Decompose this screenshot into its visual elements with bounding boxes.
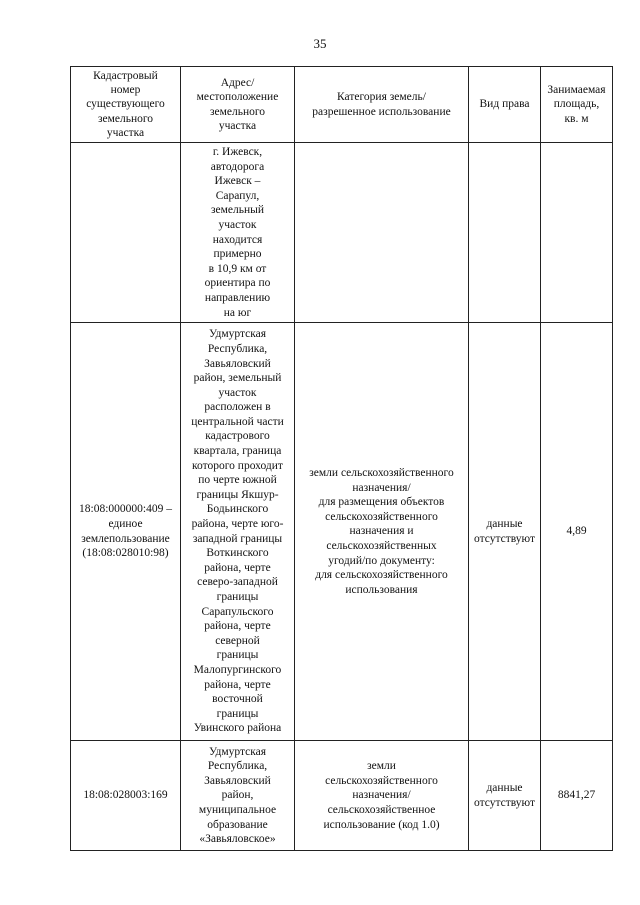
header-area: Занимаемая площадь, кв. м (541, 67, 613, 143)
cell-area: 8841,27 (541, 741, 613, 851)
cell-cadastral-number (71, 143, 181, 323)
cell-land-category (295, 143, 469, 323)
table-header-row (71, 67, 613, 143)
cell-right-type: данные отсутствуют (469, 741, 541, 851)
header-right-type: Вид права (469, 67, 541, 143)
cell-right-type (469, 143, 541, 323)
header-cadastral-number: Кадастровый номер существующего земельного участка (71, 67, 181, 143)
cell-land-category: земли сельскохозяйственного назначения/ для размещения объектов сельскохозяйственного назначения и сельскохозяйственных угодий/по документу: для сельскохозяйственного использования (295, 323, 469, 741)
cell-address: г. Ижевск, автодорога Ижевск – Сарапул, земельный участок находится примерно в 10,9 км от ориентира по направлению на юг (181, 143, 295, 323)
table-row (71, 143, 613, 323)
cell-right-type: данные отсутствуют (469, 323, 541, 741)
table-row (71, 741, 613, 851)
header-address: Адрес/ местоположение земельного участка (181, 67, 295, 143)
cell-land-category: земли сельскохозяйственного назначения/ сельскохозяйственное использование (код 1.0) (295, 741, 469, 851)
cell-cadastral-number: 18:08:028003:169 (71, 741, 181, 851)
cell-area (541, 143, 613, 323)
cell-cadastral-number: 18:08:000000:409 – единое землепользование (18:08:028010:98) (71, 323, 181, 741)
cell-address: Удмуртская Республика, Завьяловский район, муниципальное образование «Завьяловское» (181, 741, 295, 851)
cell-address: Удмуртская Республика, Завьяловский район, земельный участок расположен в центральной части кадастрового квартала, граница которого проходит по черте южной границы Якшур- Бодьинского района, черте юго- западной границы Воткинского района, черте северо-западной границы Сарапульского района, черте северной границы Малопургинского района, черте восточной границы Увинского района (181, 323, 295, 741)
header-land-category: Категория земель/ разрешенное использование (295, 67, 469, 143)
page-number: 35 (313, 36, 327, 51)
table-row (71, 323, 613, 741)
land-plots-table (70, 66, 613, 851)
cell-area: 4,89 (541, 323, 613, 741)
